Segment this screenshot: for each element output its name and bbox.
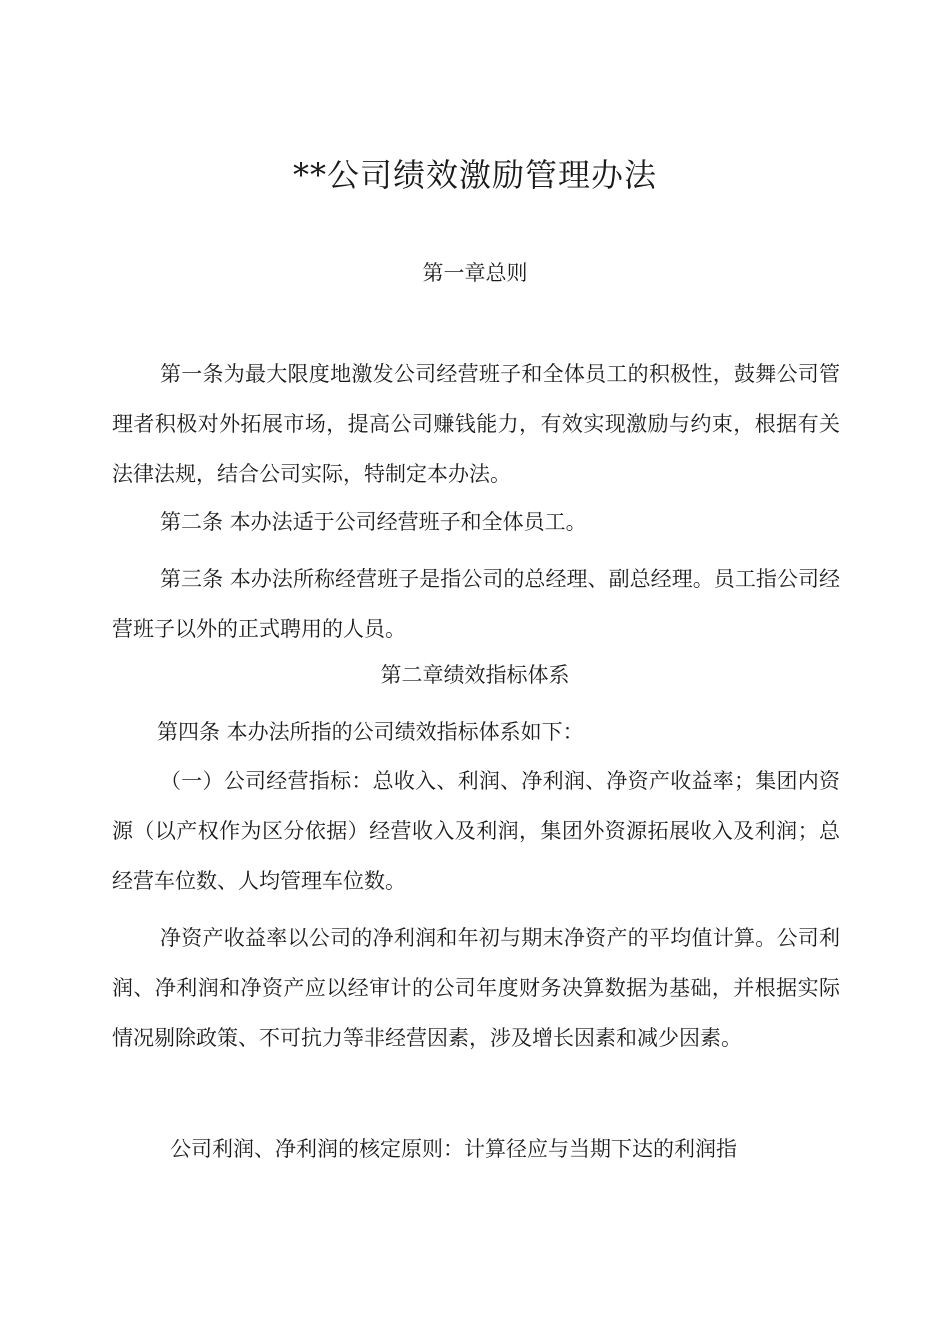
chapter-2-heading: 第二章绩效指标体系 [380, 663, 570, 687]
item-1: （一）公司经营指标：总收入、利润、净利润、净资产收益率；集团内资源（以产权作为区分依据）经营收入及利润，集团外资源拓展收入及利润；总经营车位数、人均管理车位数。 [112, 769, 840, 893]
article-1: 第一条为最大限度地激发公司经营班子和全体员工的积极性，鼓舞公司管理者积极对外拓展市场，提高公司赚钱能力，有效实现激励与约束，根据有关法律法规，结合公司实际，特制定本办法。 [112, 362, 840, 486]
document-title: **公司绩效激励管理办法 [292, 156, 657, 194]
chapter-1-heading: 第一章总则 [422, 261, 528, 285]
article-3: 第三条 本办法所称经营班子是指公司的总经理、副总经理。员工指公司经营班子以外的正式聘用的人员。 [112, 567, 840, 641]
article-4: 第四条 本办法所指的公司绩效指标体系如下： [157, 720, 584, 744]
roe-paragraph: 净资产收益率以公司的净利润和年初与期末净资产的平均值计算。公司利润、净利润和净资产应以经审计的公司年度财务决算数据为基础，并根据实际情况剔除政策、不可抗力等非经营因素，涉及增长因素和减少因素。 [112, 926, 840, 1050]
article-2: 第二条 本办法适于公司经营班子和全体员工。 [160, 510, 587, 534]
profit-principle-paragraph: 公司利润、净利润的核定原则：计算径应与当期下达的利润指 [170, 1137, 737, 1161]
